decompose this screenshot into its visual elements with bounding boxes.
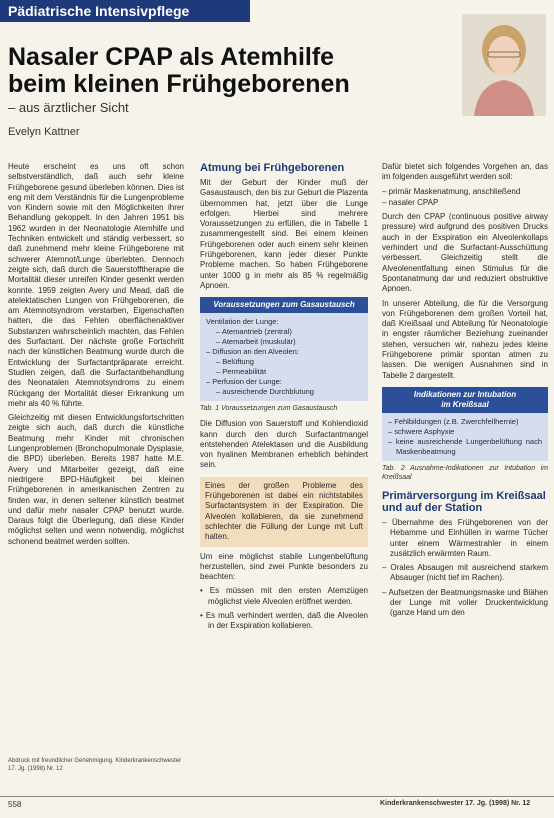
column-3 (382, 162, 548, 619)
author-photo (462, 14, 546, 116)
table-item: – Diffusion an den Alveolen: (206, 347, 299, 357)
table-1-body (200, 313, 368, 401)
table-item: – keine ausreichende Lungenbelüftung nach Maskenbeatmung (388, 436, 542, 456)
table-2-header-line: Indikationen zur Intubation (413, 389, 517, 399)
page-number: 558 (8, 800, 22, 809)
table-item: – Perfusion der Lunge: (206, 377, 282, 387)
article-title (8, 44, 428, 98)
column-2 (200, 162, 368, 632)
paragraph: Mit der Geburt der Kinder muß der Gasaustausch, den bis zur Geburt die Plazenta übernommen hat, jetzt über die Lunge erfolgen. Hierbei sind mehrere Voraussetzungen zu erfüllen, die in Tabelle 1 zusammengestellt sind. Bei einem kleinen Frühgeborenen oder auch einem sehr kleinen Frühgeborenen, kann jeder dieser Punkte Probleme machen. So haben Frühgeborene unter 1000 g in mehr als 85 % regelmäßig Apnoen. (200, 178, 368, 290)
heading-line: und auf der Station (382, 501, 483, 514)
journal-name: Kinderkrankenschwester 17. Jg. (1998) Nr. 12 (380, 800, 531, 807)
footer-rule (0, 796, 554, 797)
bullet-item: • Es muß verhindert werden, daß die Alveolen in der Exspiration kollabieren. (200, 611, 368, 631)
highlight-box: Eines der großen Probleme des Frühgeborenen ist dabei ein nichtstabiles Surfactantsystem in der Exspiration. Die Alveolen kollabieren, da sie zunehmend schlechter die Füllung der Lunge mit Luft halten. (200, 477, 368, 547)
footnote: Abdruck mit freundlicher Genehmigung. Kinderkrankenschwester 17. Jg. (1998) Nr. 12 (8, 758, 182, 772)
table-1 (200, 297, 368, 413)
table-2-header-line: im Kreißsaal (441, 399, 489, 409)
section-heading (382, 490, 548, 514)
table-2 (382, 387, 548, 482)
section-heading: Atmung bei Frühgeborenen (200, 162, 345, 174)
table-1-header: Voraussetzungen zum Gasaustausch (200, 297, 368, 313)
table-item: – Belüftung (216, 357, 254, 367)
table-2-body (382, 413, 548, 461)
section-banner: Pädiatrische Intensivpflege (0, 0, 250, 22)
list-item: – Orales Absaugen mit ausreichend starkem Absauger (nicht tief im Rachen). (382, 563, 548, 583)
title-line-1: Nasaler CPAP als Atemhilfe (8, 43, 335, 71)
table-2-header (382, 387, 548, 413)
table-item: – Fehlbildungen (z.B. Zwerchfellhernie) (388, 416, 519, 426)
table-item: – schwere Asphyxie (388, 426, 455, 436)
table-item: – ausreichende Durchblutung (216, 387, 314, 397)
paragraph: Gleichzeitig mit diesen Entwicklungsfortschritten zeigte sich auch, daß durch die künstliche Beatmung mehr Kinder mit chronischen Lungenproblemen (Bronchopulmonale Dysplasie, die BPD) überleben. Bereits 1987 hatte M.E. Avery und Mitarbeiter gezeigt, daß eine niedrigere BPD-Häufigkeit bei kleinen Frühgeborenen in amerikanischen Zentren zu finden war, in denen seltener künstlich beatmet und dafür mehr nasaler CPAP benutzt wurde. Daraus folgt die Überlegung, daß diese Kinder möglichst selten und wenn notwendig, möglichst schonend beatmet werden sollten. (8, 413, 184, 546)
table-item: – Atemarbeit (muskulär) (216, 337, 296, 347)
table-item: – Atemantrieb (zentral) (216, 327, 292, 337)
paragraph: Durch den CPAP (continuous positive airway pressure) wird aufgrund des positiven Drucks auch in der Exspiration ein Alveolenkollaps verhindert und die Surfactant-Ausschüttung verbessert. Gleichzeitig stellt die Alveolenentfaltung einen Stimulus für die Spontanatmung dar und reduziert obstruktive Apnoen. (382, 212, 548, 294)
author-name: Evelyn Kattner (8, 126, 80, 138)
table-item: Ventilation der Lunge: (206, 317, 279, 327)
title-line-2: beim kleinen Frühgeborenen (8, 70, 350, 98)
paragraph: Um eine möglichst stabile Lungenbelüftung herzustellen, sind zwei Punkte besonders zu beachten: (200, 551, 368, 582)
table-2-caption: Tab. 2 Ausnahme-Indikationen zur Intubation im Kreißsaal (382, 464, 548, 481)
bullet-item: • Es müssen mit den ersten Atemzügen möglichst viele Alveolen eröffnet werden. (200, 586, 368, 606)
table-item: – Permeabilität (216, 367, 267, 377)
paragraph: In unserer Abteilung, die für die Versorgung von Frühgeborenen dem großen Vorteil hat, daß Kreißsaal und Abteilung für Neonatologie in engster räumlicher Beziehung zueinander stehen, versuchen wir, nahezu jedes kleine Frühgeborene primär spontan atmen zu lassen. Die wenigen Ausnahmen sind in Tabelle 2 dargestellt. (382, 298, 548, 380)
table-1-caption: Tab. 1 Voraussetzungen zum Gasaustausch (200, 405, 338, 413)
column-1 (8, 162, 184, 547)
article-subtitle: – aus ärztlicher Sicht (8, 100, 129, 115)
paragraph: Die Diffusion von Sauerstoff und Kohlendioxid kann durch den durch Surfactantmangel entstehenden Atelektasen und die Ausbildung von hyalinen Membranen erheblich behindert sein. (200, 419, 368, 470)
heading-line: Primärversorgung im Kreißsaal (382, 489, 546, 502)
paragraph: Dafür bietet sich folgendes Vorgehen an, das im folgenden ausgeführt werden soll: (382, 162, 548, 182)
list-item: – primär Maskenatmung, anschließend (382, 186, 521, 196)
list-item: – Übernahme des Frühgeborenen von der Hebamme und Einhüllen in warme Tücher unter einem Wärmestrahler in einem zusätzlich erwärmten Raum. (382, 517, 548, 558)
list-item: – Aufsetzen der Beatmungsmaske und Blähen der Lunge mit voller Druckentwicklung (ganze Hand um den (382, 587, 548, 618)
list-item: – nasaler CPAP (382, 197, 439, 207)
paragraph: Heute erscheint es uns oft schon selbstverständlich, daß auch sehr kleine Frühgeborene gesund überleben können. Dies ist eng mit dem Verständnis für die Lungenprobleme von Kindern sowie mit den Möglichkeiten ihrer Behandlung gekoppelt. In den Jahren 1951 bis 1962 wurden in der Neonatologie Atemhilfe und Techniken entwickelt und ständig verbessert, so daß zunehmend mehr kleine Frühgeborene mit schwerer Atemnot/Lunge überlebten. Dennoch zeigte sich, daß durch die Sauerstofftherapie die Mortalität dieser unreifen Kinder gesenkt werden konnte. 1959 zeigten Avery und Mead, daß die atelektatischen Lungen von Frühgeborenen, die am Atemnotsyndrom verstarben, Eigenschaften hatten, die das Fehlen oberflächenaktiver Substanzen wahrscheinlich machten, das Fehlen des Surfactant. Der nächste große Fortschritt nach der künstlichen Beatmung wurde durch die Entwicklung der Surfactantpräparate erreicht. Studien zeigen, daß die Surfactantbehandlung des Neonatalen Atemnotsyndroms zu einem Rückgang der Mortalität dieser Erkrankung um mehr als 40 % führte. (8, 162, 184, 408)
portrait-image (462, 14, 546, 116)
